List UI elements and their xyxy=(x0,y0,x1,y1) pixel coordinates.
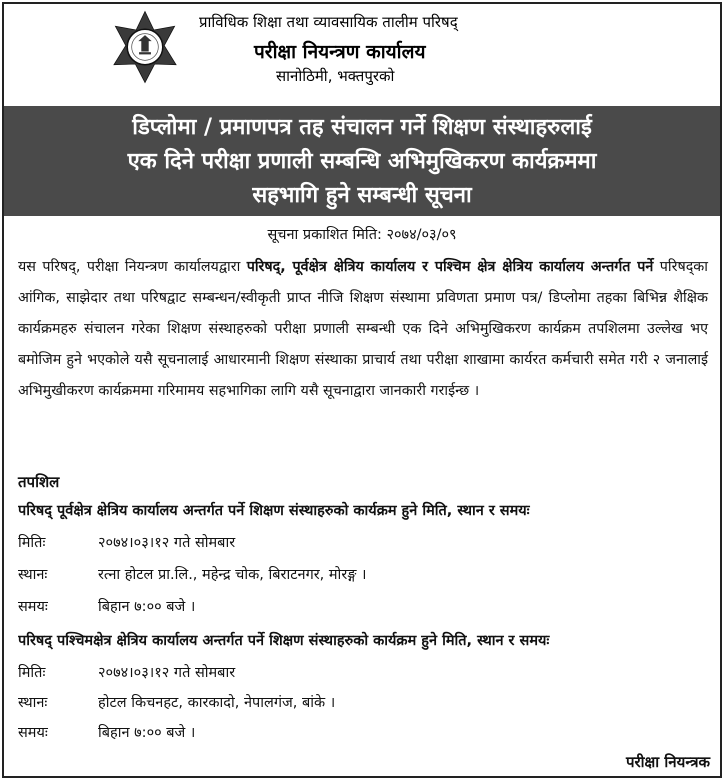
schedule-east-place xyxy=(18,564,367,584)
body-part-2: परिषद्का आंगिक, साझेदार तथा परिषद्वाट सम्बन्धन/स्वीकृती प्राप्त नीजि शिक्षण संस्थामा प्रविणता प्रमाण पत्र/ डिप्लोमा तहका बिभिन्न शैक्षिक कार्यक्रमहरु संचालन गरेका शिक्षण संस्थाहरुको परीक्षा प्रणाली सम्बन्धी एक दिने अभिमुखिकरण कार्यक्रम तपशिलमा उल्लेख भए बमोजिम हुने भएकोले यसै सूचनालाई आधारमानी शिक्षण संस्थाका प्राचार्य तथा परीक्षा शाखामा कार्यरत कर्मचारी समेत गरी २ जनालाई अभिमुखीकरण कार्यक्रममा गरिमामय सहभागिका लागि यसै सूचनाद्वारा जानकारी गराईन्छ । xyxy=(18,259,708,399)
schedule-west-place xyxy=(18,692,335,712)
schedule-east-time xyxy=(18,596,195,616)
title-line-3: सहभागि हुने सम्बन्धी सूचना xyxy=(252,183,472,208)
org-name-line1: प्राविधिक शिक्षा तथा व्यावसायिक तालीम परिषद् xyxy=(199,13,458,31)
place-value: रत्ना होटल प्रा.लि., महेन्द्र चोक, बिराटनगर, मोरङ्ग । xyxy=(98,567,367,583)
schedule-heading-east: परिषद् पूर्वक्षेत्र क्षेत्रिय कार्यालय अन्तर्गत पर्ने शिक्षण संस्थाहरुको कार्यक्रम हुने मिति, स्थान र समयः xyxy=(18,503,530,519)
body-part-1: यस परिषद्, परीक्षा नियन्त्रण कार्यालयद्वारा xyxy=(18,259,247,275)
schedule-section-label: तपशिल xyxy=(18,473,60,491)
org-name-line2: परीक्षा नियन्त्रण कार्यालय xyxy=(254,41,426,63)
notice-header xyxy=(4,4,720,106)
time-label: समयः xyxy=(18,599,48,615)
org-address: सानोठिमी, भक्तपुरको xyxy=(276,67,395,85)
date-label: मितिः xyxy=(18,535,46,551)
schedule-east-date xyxy=(18,532,235,552)
notice-document xyxy=(2,2,722,778)
date-value: २०७४।०३।१२ गते सोमबार xyxy=(98,665,236,681)
time-label: समयः xyxy=(18,725,48,741)
time-value: बिहान ७:०० बजे । xyxy=(98,725,196,741)
date-value: २०७४।०३।१२ गते सोमबार xyxy=(98,535,236,551)
ctevt-logo-emblem xyxy=(108,10,182,84)
schedule-west-date xyxy=(18,662,235,682)
notice-title-band xyxy=(4,106,720,216)
schedule-west-time xyxy=(18,722,195,742)
schedule-heading-west: परिषद् पश्चिमक्षेत्र क्षेत्रिय कार्यालय अन्तर्गत पर्ने शिक्षण संस्थाहरुको कार्यक्रम हुने मिति, स्थान र समयः xyxy=(18,633,550,649)
time-value: बिहान ७:०० बजे । xyxy=(98,599,196,615)
title-line-1: डिप्लोमा / प्रमाणपत्र तह संचालन गर्ने शिक्षण संस्थाहरुलाई xyxy=(132,115,592,140)
place-label: स्थानः xyxy=(18,695,48,711)
notice-body xyxy=(18,252,708,407)
title-line-2: एक दिने परीक्षा प्रणाली सम्बन्धि अभिमुखिकरण कार्यक्रममा xyxy=(127,149,597,174)
place-label: स्थानः xyxy=(18,567,48,583)
place-value: होटल किचनहट, कारकादो, नेपालगंज, बांके । xyxy=(98,695,336,711)
date-label: मितिः xyxy=(18,665,46,681)
published-date: सूचना प्रकाशित मिति: २०७४/०३/०९ xyxy=(267,227,457,243)
signature-exam-controller: परीक्षा नियन्त्रक xyxy=(626,753,710,771)
body-bold-offices: परिषद्, पूर्वक्षेत्र क्षेत्रिय कार्यालय र पश्चिम क्षेत्र क्षेत्रिय कार्यालय अन्तर्गत पर्ने xyxy=(246,259,654,275)
